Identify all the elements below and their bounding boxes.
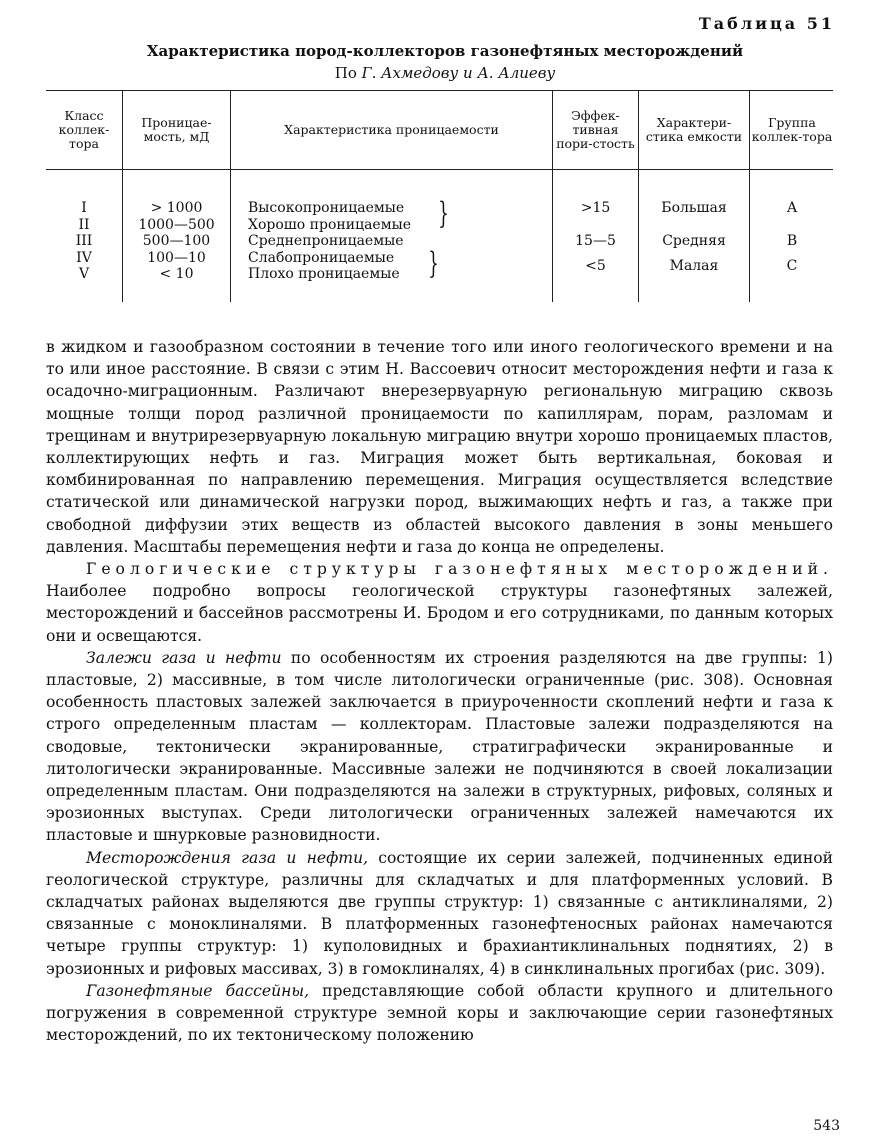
header-characteristic: Характеристика проницаемости [284, 122, 499, 137]
class-value: V [78, 266, 90, 282]
permeability-value: 500—100 [142, 233, 211, 249]
reservoir-table [46, 90, 833, 302]
characteristic-value: Слабопроницаемые [248, 249, 395, 266]
characteristic-value: Высокопроницаемые [248, 200, 405, 216]
table-authors [60, 62, 830, 84]
section-heading: Месторождения газа и нефти, [86, 848, 369, 867]
group-value: B [786, 232, 798, 249]
capacity-value: Малая [669, 258, 719, 274]
class-column [46, 200, 122, 283]
paragraph-text: представляющие собой области крупного и длительного погружения в современной структуре земной коры и заключающие серии газонефтяных месторождений, по их тектоническому положению [46, 981, 833, 1045]
paragraph [46, 847, 833, 980]
paragraph-text: состоящие их серии залежей, подчиненных единой геологической структуре, различны для складчатых и для платформенных условий. В складчатых районах выделяются две группы структур: 1) связанные с антиклиналями, 2) связанные с моноклиналями. В платформенных газонефтеносных районах намечаются четыре группы структур: 1) куполовидных и брахиантиклинальных поднятиях, 2) в эрозионных и рифовых массивах, 3) в гомоклиналях, 4) в синклинальных прогибах (рис. 309). [46, 848, 833, 978]
permeability-value: < 10 [159, 266, 194, 282]
column-divider [230, 90, 231, 302]
characteristic-value: Среднепроницаемые [248, 233, 404, 249]
column-divider [552, 90, 553, 302]
permeability-value: 1000—500 [138, 216, 215, 233]
section-heading: Залежи газа и нефти [86, 648, 282, 667]
header-porosity: Эффек-тивная пори-стость [556, 108, 635, 151]
permeability-column [124, 200, 229, 283]
brace-symbol: } [428, 246, 439, 281]
group-value: C [786, 258, 798, 274]
paragraph-text: Наиболее подробно вопросы геологической структуры газонефтяных залежей, месторождений и бассейнов рассмотрены И. Бродом и его сотрудниками, по данным которых они и освещаются. [46, 582, 833, 645]
authors-names: Г. Ахмедову и А. Алиеву [361, 64, 556, 82]
permeability-value: > 1000 [150, 200, 203, 216]
column-divider [638, 90, 639, 302]
column-divider [122, 90, 123, 302]
section-heading: Геологические структуры газонефтяных месторождений. [86, 560, 833, 579]
header-permeability: Проницае-мость, мД [141, 115, 212, 144]
capacity-value: Средняя [662, 232, 726, 249]
characteristic-value: Плохо проницаемые [248, 266, 400, 282]
porosity-value: >15 [580, 200, 611, 216]
porosity-column [554, 200, 637, 291]
table-title: Характеристика пород-коллекторов газонефтяных месторождений [146, 42, 744, 60]
column-divider [749, 90, 750, 302]
table-header-rule [46, 169, 833, 170]
table-label: Таблица 51 [698, 14, 835, 33]
table-top-rule [46, 90, 833, 91]
class-value: IV [76, 249, 92, 266]
capacity-column [640, 200, 748, 291]
group-value: A [786, 200, 798, 216]
capacity-value: Большая [661, 200, 727, 216]
paragraph [46, 558, 833, 647]
porosity-value: <5 [585, 258, 606, 274]
characteristic-value: Хорошо проницаемые [248, 216, 412, 233]
paragraph-text: по особенностям их строения разделяются на две группы: 1) пластовые, 2) массивные, в том числе литологически ограниченные (рис. 308). Основная особенность пластовых залежей заключается в приуроченности скоплений нефти и газа к строго определенным пластам — коллекторам. Пластовые залежи подразделяются на сводовые, тектонически экранированные, стратиграфически экранированные и литологически экранированные. Массивные залежи не подчиняются в своей локализации определенным пластам. Они подразделяются на залежи в структурных, рифовых, соляных и эрозионных выступах. Среди литологически ограниченных залежей намечаются их пластовые и шнурковые разновидности. [46, 648, 833, 845]
paragraph: в жидком и газообразном состоянии в течение того или иного геологического времени и на то или иное расстояние. В связи с этим Н. Вассоевич относит месторождения нефти и газа к осадочно-миграционным. Различают внерезервуарную региональную миграцию сквозь мощные толщи пород различной проницаемости по капиллярам, порам, разломам и трещинам и внутрирезервуарную локальную миграцию внутри хорошо проницаемых пластов, коллектирующих нефть и газ. Миграция может быть вертикальная, боковая и комбинированная по направлению перемещения. Миграция осуществляется вследствие статической или динамической нагрузки пород, выжимающих нефть и газ, а также при свободной диффузии этих веществ из областей высокого давления в зоны меньшего давления. Масштабы перемещения нефти и газа до конца не определены. [46, 338, 833, 556]
porosity-value: 15—5 [575, 232, 616, 249]
characteristic-column [248, 196, 449, 283]
class-value: III [75, 233, 93, 249]
header-class: Класс коллек-тора [58, 108, 110, 151]
header-capacity: Характери-стика емкости [645, 115, 743, 144]
permeability-value: 100—10 [147, 249, 206, 266]
group-column [751, 200, 833, 291]
body-text [46, 336, 833, 1047]
header-group: Группа коллек-тора [751, 115, 833, 144]
section-heading: Газонефтяные бассейны, [86, 981, 310, 1000]
paragraph [46, 647, 833, 847]
paragraph [46, 980, 833, 1047]
brace-symbol: } [438, 196, 449, 231]
class-value: I [81, 200, 87, 216]
class-value: II [78, 216, 90, 233]
page-number: 543 [813, 1118, 840, 1134]
authors-prefix: По [334, 64, 357, 82]
